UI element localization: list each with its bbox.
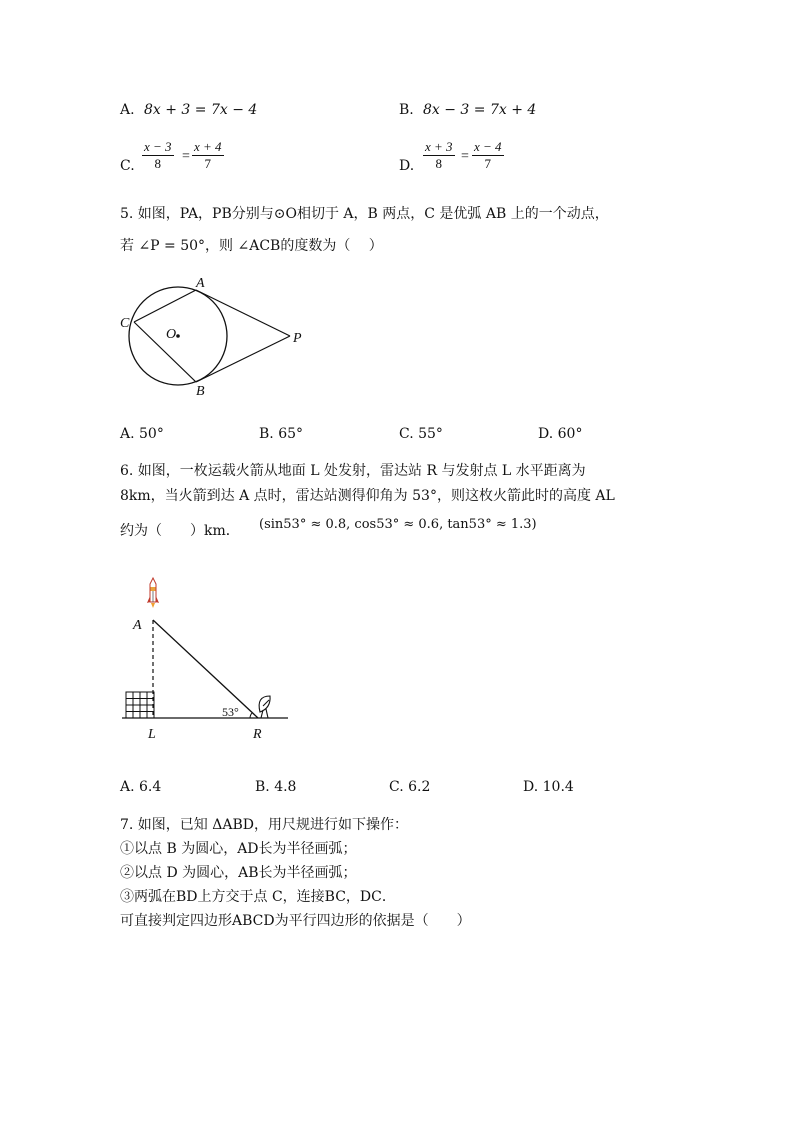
fraction-denominator: 8 [154, 156, 162, 171]
q7-step-3: ③两弧在BD上方交于点 C，连接BC，DC． [120, 889, 396, 905]
q7-question: 可直接判定四边形ABCD为平行四边形的依据是（ ） [120, 913, 471, 929]
q4-option-d-fraction-right [472, 140, 504, 171]
fraction-numerator: x − 4 [474, 139, 502, 154]
equals-sign: = [182, 149, 190, 164]
q6-stem-line-1: 6. 如图，一枚运载火箭从地面 L 处发射，雷达站 R 与发射点 L 水平距离为 [120, 463, 586, 479]
q5-option-a: A. 50° [120, 426, 164, 442]
q7-step-1: ①以点 B 为圆心，AD长为半径画弧； [120, 841, 357, 857]
label-p: P [293, 331, 302, 346]
label-l: L [148, 727, 156, 742]
fraction-numerator: x + 3 [425, 139, 453, 154]
fraction-numerator: x + 4 [194, 139, 222, 154]
line-of-sight-ar [153, 620, 258, 718]
q6-option-c: C. 6.2 [389, 779, 431, 795]
label-c: C [120, 316, 130, 331]
tangent-line-pa [196, 290, 290, 336]
label-a: A [196, 276, 205, 291]
q6-option-d: D. 10.4 [523, 779, 574, 795]
q4-option-b-label: B. [399, 102, 414, 118]
q4-option-d-fraction-left [423, 140, 455, 171]
fraction-denominator: 7 [484, 156, 492, 171]
fraction-denominator: 7 [204, 156, 212, 171]
angle-label: 53° [222, 705, 239, 719]
label-o: O [166, 327, 177, 342]
fraction-numerator: x − 3 [144, 139, 172, 154]
q4-option-c-fraction-left [142, 140, 174, 171]
center-point-o [176, 334, 180, 338]
chord-ca [134, 290, 196, 322]
q5-option-b: B. 65° [259, 426, 304, 442]
angle-arc [250, 713, 253, 719]
equals-sign: = [461, 149, 469, 164]
q5-stem-line-1: 5. 如图，PA，PB分别与⊙O相切于 A，B 两点，C 是优弧 AB 上的一个动点， [120, 206, 609, 222]
rocket-icon [147, 578, 159, 608]
q4-option-a-label: A. [120, 102, 135, 118]
label-b: B [196, 384, 205, 399]
q5-stem-line-2: 若 ∠P = 50°，则 ∠ACB的度数为（ ） [120, 238, 383, 254]
q5-option-d: D. 60° [538, 426, 583, 442]
q4-option-c-fraction-right [192, 140, 224, 171]
q6-rocket-radar-figure [110, 572, 300, 744]
q7-step-2: ②以点 D 为圆心，AB长为半径画弧； [120, 865, 357, 881]
q6-stem-line-3: 约为（ ）km． [120, 523, 240, 539]
label-r: R [253, 727, 262, 742]
q7-stem-line-1: 7. 如图，已知 ΔABD，用尺规进行如下操作： [120, 817, 408, 833]
q6-stem-line-2: 8km，当火箭到达 A 点时，雷达站测得仰角为 53°，则这枚火箭此时的高度 AL [120, 488, 615, 504]
q5-option-c: C. 55° [399, 426, 443, 442]
q4-option-d-label: D. [399, 158, 415, 174]
radar-dish-icon [259, 696, 270, 718]
q6-option-a: A. 6.4 [120, 779, 162, 795]
q6-trig-hint: (sin53° ≈ 0.8, cos53° ≈ 0.6, tan53° ≈ 1.3) [259, 517, 537, 532]
q6-option-b: B. 4.8 [255, 779, 297, 795]
q4-option-a-expression: 8x + 3 = 7x − 4 [144, 102, 258, 118]
fraction-denominator: 8 [435, 156, 443, 171]
building-grid-icon [126, 692, 154, 718]
chord-cb [134, 322, 196, 382]
q4-option-b-expression: 8x − 3 = 7x + 4 [423, 102, 537, 118]
tangent-line-pb [196, 336, 290, 382]
q4-option-c-label: C. [120, 158, 135, 174]
label-a: A [133, 618, 142, 633]
q5-circle-tangent-figure [110, 274, 320, 400]
